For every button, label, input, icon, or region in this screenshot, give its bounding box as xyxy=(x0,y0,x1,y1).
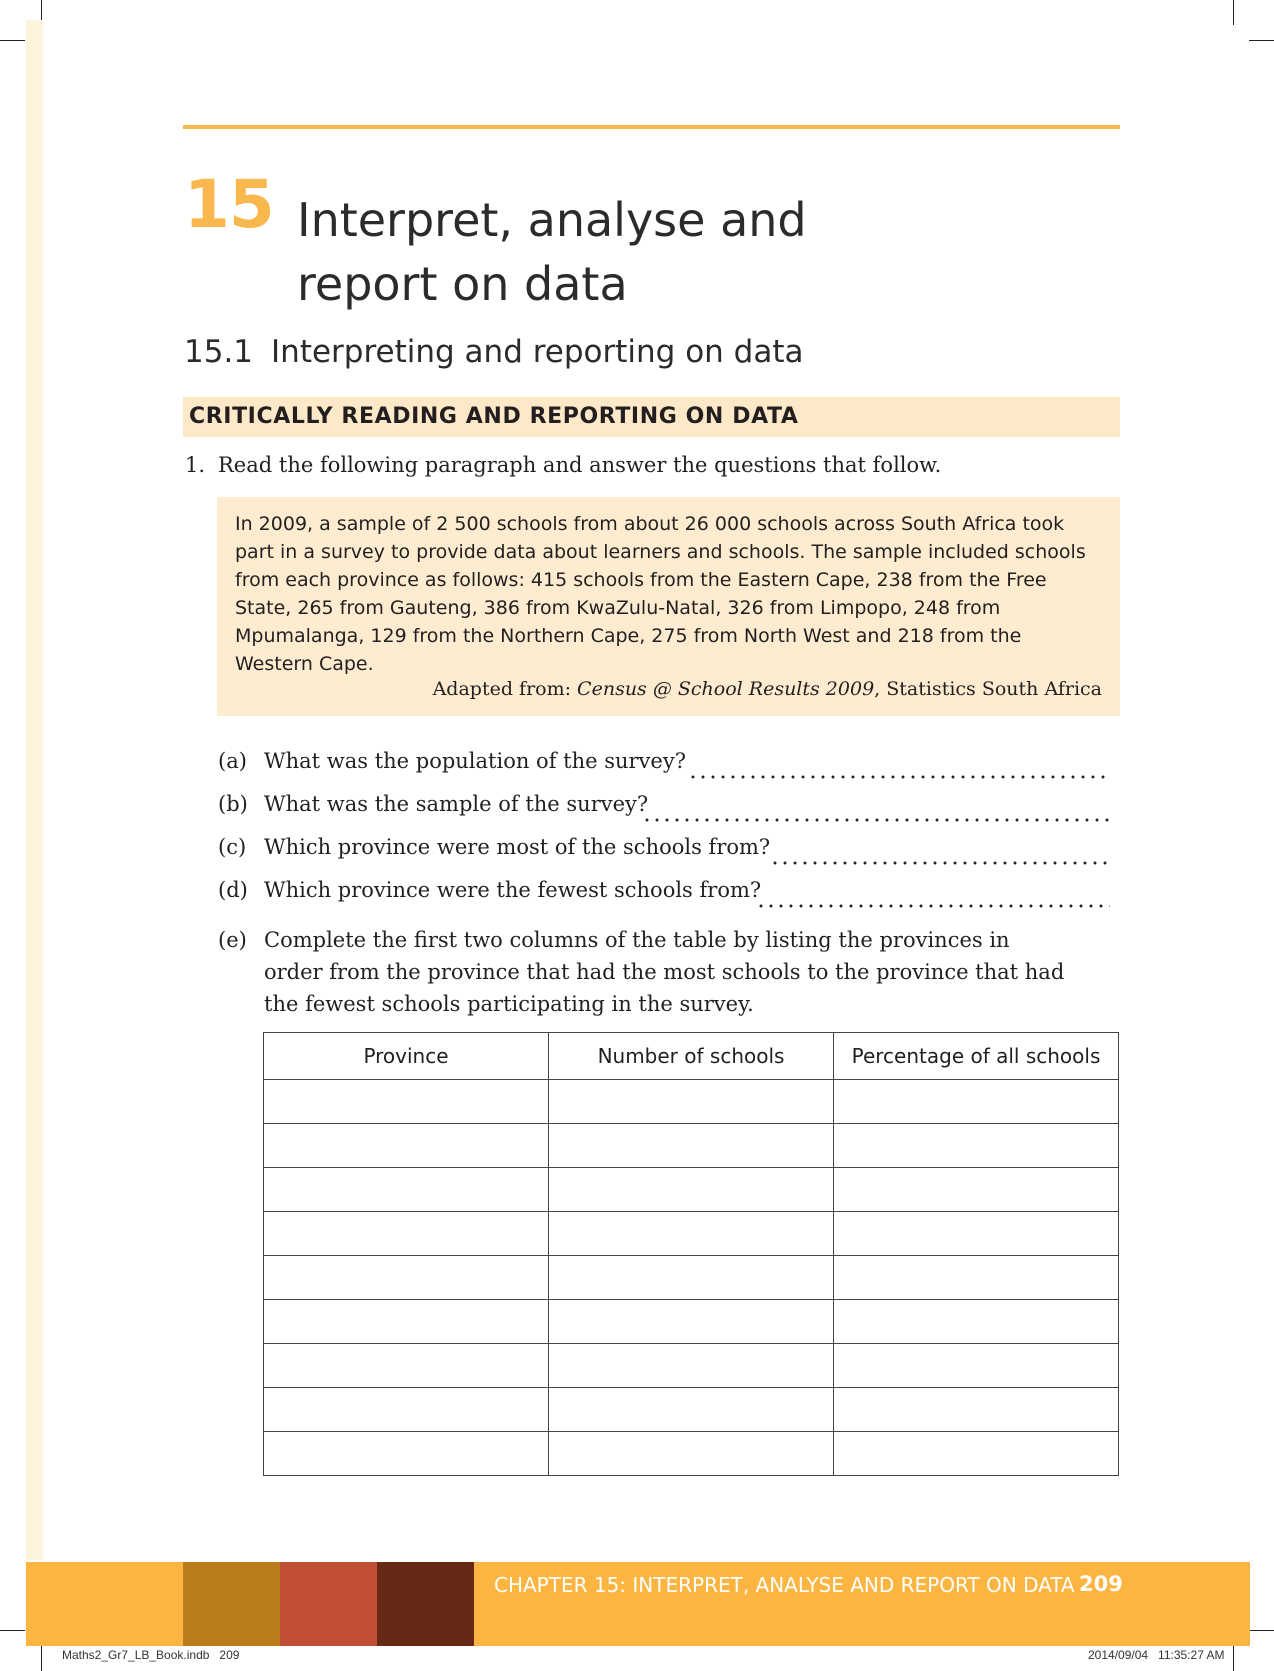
question-text: Read the following paragraph and answer the questions that follow. xyxy=(218,453,942,477)
number-cell[interactable] xyxy=(549,1300,834,1344)
chapter-title-line-2: report on data xyxy=(297,257,628,311)
percentage-cell[interactable] xyxy=(834,1212,1119,1256)
percentage-cell[interactable] xyxy=(834,1388,1119,1432)
table-row xyxy=(264,1344,1119,1388)
percentage-cell[interactable] xyxy=(834,1124,1119,1168)
subquestion-c xyxy=(218,835,770,859)
section-title xyxy=(184,334,804,370)
header-number-of-schools: Number of schools xyxy=(549,1033,834,1080)
crop-mark xyxy=(41,1646,42,1671)
print-slug-timestamp: 2014/09/04 11:35:27 AM xyxy=(1088,1648,1225,1662)
percentage-cell[interactable] xyxy=(834,1300,1119,1344)
province-cell[interactable] xyxy=(264,1168,549,1212)
table-row xyxy=(264,1168,1119,1212)
answer-line-b[interactable] xyxy=(642,818,1110,822)
question-number: 1. xyxy=(185,453,206,477)
province-cell[interactable] xyxy=(264,1080,549,1124)
number-cell[interactable] xyxy=(549,1388,834,1432)
source-suffix: , Statistics South Africa xyxy=(874,678,1102,700)
section-number: 15.1 xyxy=(184,334,254,370)
subquestion-d xyxy=(218,878,761,902)
subquestion-label: (e) xyxy=(218,928,247,952)
crop-mark xyxy=(1249,1630,1274,1631)
percentage-cell[interactable] xyxy=(834,1344,1119,1388)
number-cell[interactable] xyxy=(549,1168,834,1212)
print-slug-file: Maths2_Gr7_LB_Book.indb 209 xyxy=(62,1648,240,1662)
percentage-cell[interactable] xyxy=(834,1256,1119,1300)
passage-box xyxy=(217,497,1120,716)
table-row xyxy=(264,1300,1119,1344)
section-title-text: Interpreting and reporting on data xyxy=(271,334,804,370)
subquestion-text: Which province were the fewest schools from? xyxy=(264,878,762,902)
subquestion-label: (a) xyxy=(218,749,247,773)
crop-mark xyxy=(1233,1646,1234,1671)
table-row xyxy=(264,1212,1119,1256)
passage-text: In 2009, a sample of 2 500 schools from about 26 000 schools across South Africa took part in a survey to provide data about learners and schools. The sample included schools from each province as follows: 415 schools from the Eastern Cape, 238 from the Free State, 265 from Gauteng, 386 from KwaZulu-Natal, 326 from Limpopo, 248 from Mpumalanga, 129 from the Northern Cape, 275 from North West and 218 from the Western Cape. xyxy=(235,513,1086,675)
table-row xyxy=(264,1256,1119,1300)
number-cell[interactable] xyxy=(549,1432,834,1476)
footer-swatch xyxy=(377,1562,474,1646)
province-cell[interactable] xyxy=(264,1256,549,1300)
table-row xyxy=(264,1388,1119,1432)
page-number: 209 xyxy=(1079,1572,1123,1596)
margin-strip xyxy=(26,20,43,1560)
crop-mark xyxy=(1249,40,1274,41)
number-cell[interactable] xyxy=(549,1124,834,1168)
percentage-cell[interactable] xyxy=(834,1168,1119,1212)
subquestion-a xyxy=(218,749,686,773)
chapter-number: 15 xyxy=(184,166,274,243)
chapter-title xyxy=(297,188,997,316)
province-table xyxy=(263,1032,1119,1476)
subquestion-text: Complete the first two columns of the table by listing the provinces in order from the province that had the most schools to the province that had the fewest schools participating in the survey. xyxy=(264,928,1065,1016)
subquestion-text: Which province were most of the schools from? xyxy=(264,835,771,859)
source-prefix: Adapted from: xyxy=(432,678,578,700)
header-percentage: Percentage of all schools xyxy=(834,1033,1119,1080)
province-cell[interactable] xyxy=(264,1124,549,1168)
province-cell[interactable] xyxy=(264,1388,549,1432)
subquestion-text: What was the sample of the survey? xyxy=(264,792,649,816)
table-row xyxy=(264,1432,1119,1476)
source-title: Census @ School Results 2009 xyxy=(577,678,875,700)
table-header-row xyxy=(264,1033,1119,1080)
table-row xyxy=(264,1080,1119,1124)
number-cell[interactable] xyxy=(549,1080,834,1124)
footer-chapter-text: CHAPTER 15: INTERPRET, ANALYSE AND REPORT ON DATA xyxy=(494,1573,1075,1597)
province-cell[interactable] xyxy=(264,1300,549,1344)
province-cell[interactable] xyxy=(264,1432,549,1476)
answer-line-c[interactable] xyxy=(770,861,1110,865)
chapter-title-line-1: Interpret, analyse and xyxy=(297,193,807,247)
province-cell[interactable] xyxy=(264,1344,549,1388)
subquestion-b xyxy=(218,792,648,816)
subquestion-text: What was the population of the survey? xyxy=(264,749,686,773)
number-cell[interactable] xyxy=(549,1212,834,1256)
header-province: Province xyxy=(264,1033,549,1080)
passage-source xyxy=(433,678,1102,700)
subquestion-label: (c) xyxy=(218,835,247,859)
table-row xyxy=(264,1124,1119,1168)
province-cell[interactable] xyxy=(264,1212,549,1256)
crop-mark xyxy=(1233,0,1234,25)
table-body xyxy=(264,1080,1119,1476)
question-1 xyxy=(185,453,941,477)
subquestion-label: (d) xyxy=(218,878,248,902)
crop-mark xyxy=(0,40,25,41)
answer-line-a[interactable] xyxy=(688,775,1110,779)
number-cell[interactable] xyxy=(549,1344,834,1388)
subquestion-e xyxy=(218,924,1074,1020)
activity-heading xyxy=(183,397,1120,437)
percentage-cell[interactable] xyxy=(834,1432,1119,1476)
footer-swatch xyxy=(183,1562,280,1646)
footer-swatch xyxy=(280,1562,377,1646)
crop-mark xyxy=(0,1630,25,1631)
number-cell[interactable] xyxy=(549,1256,834,1300)
top-rule xyxy=(183,125,1120,129)
percentage-cell[interactable] xyxy=(834,1080,1119,1124)
activity-heading-text: CRITICALLY READING AND REPORTING ON DATA xyxy=(189,404,799,429)
subquestion-label: (b) xyxy=(218,792,248,816)
answer-line-d[interactable] xyxy=(756,904,1110,908)
